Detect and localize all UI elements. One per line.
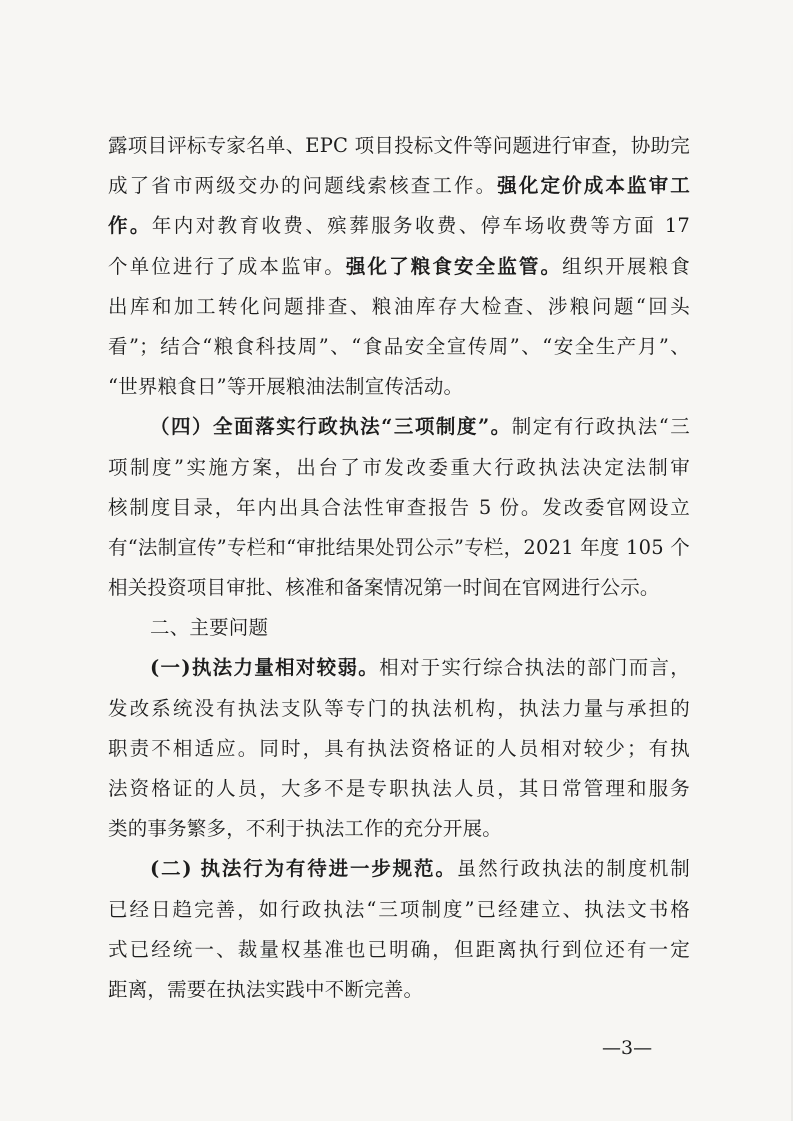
text-line xyxy=(108,648,690,688)
text-span: 职责不相适应。同时，具有执法资格证的人员相对较少；有执 xyxy=(108,736,690,760)
document-body xyxy=(108,126,690,1010)
text-line xyxy=(108,729,690,769)
text-line xyxy=(108,970,690,1010)
bold-heading: 强化了粮食安全监管。 xyxy=(345,254,563,278)
text-line xyxy=(108,568,690,608)
section-title xyxy=(108,608,690,648)
text-span: 类的事务繁多，不利于执法工作的充分开展。 xyxy=(108,817,503,841)
text-line xyxy=(108,327,690,367)
text-span: 有“法制宣传”专栏和“审批结果处罚公示”专栏，2021 年度 105 个 xyxy=(108,535,690,559)
text-line xyxy=(108,930,690,970)
text-line xyxy=(108,448,690,488)
text-span: 个单位进行了成本监审。 xyxy=(108,254,346,278)
text-span: 发改系统没有执法支队等专门的执法机构，执法力量与承担的 xyxy=(108,696,690,720)
bold-heading: 强化定价成本监审工 xyxy=(497,174,690,198)
text-line xyxy=(108,367,690,407)
bold-heading: 作。 xyxy=(108,214,152,238)
text-line xyxy=(108,890,690,930)
text-line xyxy=(108,206,690,246)
text-line xyxy=(108,247,690,287)
text-span: 已经日趋完善，如行政执法“三项制度”已经建立、执法文书格 xyxy=(108,897,690,921)
text-line xyxy=(108,166,690,206)
section-heading: (二) 执法行为有待进一步规范。 xyxy=(150,857,457,881)
text-span: 核制度目录，年内出具合法性审查报告 5 份。发改委官网设立 xyxy=(108,495,690,519)
text-span: 成了省市两级交办的问题线索核查工作。 xyxy=(108,174,498,198)
text-line xyxy=(108,488,690,528)
text-line xyxy=(108,528,690,568)
text-line xyxy=(108,809,690,849)
page-number: —3— xyxy=(602,1037,653,1059)
text-line xyxy=(108,407,690,447)
text-span: 项制度”实施方案，出台了市发改委重大行政执法决定法制审 xyxy=(108,455,690,479)
text-span: 年内对教育收费、殡葬服务收费、停车场收费等方面 17 xyxy=(151,214,690,238)
text-line xyxy=(108,849,690,889)
text-span: 组织开展粮食 xyxy=(562,254,690,278)
text-span: 露项目评标专家名单、EPC 项目投标文件等问题进行审查，协助完 xyxy=(108,134,690,157)
text-span: 出库和加工转化问题排查、粮油库存大检查、涉粮问题“回头 xyxy=(108,294,690,318)
section-title-text: 二、主要问题 xyxy=(150,616,269,640)
text-span: 虽然行政执法的制度机制 xyxy=(456,857,690,881)
text-line xyxy=(108,126,690,166)
text-span: 式已经统一、裁量权基准也已明确，但距离执行到位还有一定 xyxy=(108,937,690,961)
text-span: 法资格证的人员，大多不是专职执法人员，其日常管理和服务 xyxy=(108,777,690,800)
text-span: 制定有行政执法“三 xyxy=(511,415,690,439)
section-heading: (一)执法力量相对较弱。 xyxy=(150,656,380,680)
text-span: 看”；结合“粮食科技周”、“食品安全宣传周”、“安全生产月”、 xyxy=(108,334,690,358)
text-line xyxy=(108,287,690,327)
text-span: “世界粮食日”等开展粮油法制宣传活动。 xyxy=(108,375,464,399)
text-span: 距离，需要在执法实践中不断完善。 xyxy=(108,977,424,1001)
text-span: 相对于实行综合执法的部门而言， xyxy=(379,656,690,680)
section-heading: （四）全面落实行政执法“三项制度”。 xyxy=(150,415,512,439)
text-line xyxy=(108,769,690,809)
text-line xyxy=(108,689,690,729)
text-span: 相关投资项目审批、核准和备案情况第一时间在官网进行公示。 xyxy=(108,576,660,600)
